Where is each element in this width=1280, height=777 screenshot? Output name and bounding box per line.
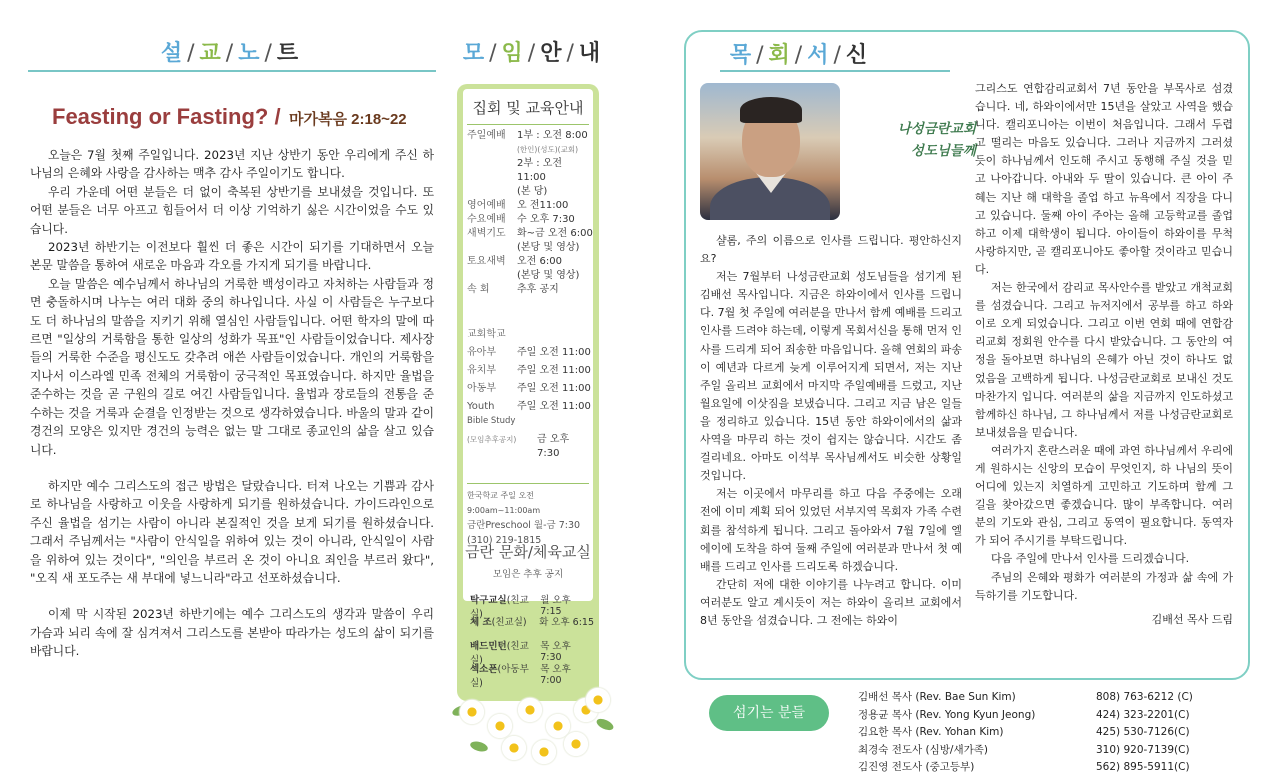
bible-study-row: (모임추후공지) 금 오후 7:30 xyxy=(467,434,570,459)
letter-paragraph: 간단히 저에 대한 이야기를 나누려고 합니다. 이미 여러분도 알고 계시듯이 저는 하와이 올리브 교회에서 8년 동안을 섬겼습니다. 그 전에는 하와이 xyxy=(700,577,962,627)
bible-study-label: Bible Study xyxy=(467,416,516,426)
class-row: 탁구교실(친교실) 월 오후 7:15 xyxy=(470,595,571,620)
sermon-paragraph: 우리 가운데 어떤 분들은 더 없이 축복된 상반기를 보내셨을 것입니다. 또 어떤 분들은 너무 아프고 힘들어서 더 이상 기억하기 싫은 시간이었을 수도 있습니다. xyxy=(30,184,434,236)
letter-paragraph: 여러가지 혼란스러운 때에 과연 하나님께서 우리에게 원하시는 신앙의 모습이 무엇인지, 하 나님의 뜻이 어디에 있는지 치열하게 고민하고 기도하며 함께 그 길을 찾아갔으면 좋겠습니다. 많이 부족합니다. 여러분의 기도와 관심, 그리고 동역이 필요합니다. 동역자가 되어 주시기를 부탁드립니다. xyxy=(975,443,1233,548)
letter-paragraph: 저는 이곳에서 마무리를 하고 다음 주중에는 오래 전에 이미 계획 되어 있었던 서부지역 목회자 가족 수련회를 참석하게 됩니다. 그리고 돌아와서 7월 7일에 엘에이에 도착을 하여 둘째 주일에 여러분과 만나서 첫 예배를 드리고 인사를 드리도록 하겠습니다. xyxy=(700,487,962,573)
sermon-heading-rule xyxy=(28,70,436,72)
letter-paragraph: 저는 한국에서 감리교 목사안수를 받았고 개척교회를 섬겼습니다. 그리고 뉴저지에서 공부를 하고 하와이로 오게 되었습니다. 그리고 이번 연회 때에 연합감리교회 정회원 안수를 다시 받았습니다. 그 동안의 여정을 돌아보면 하나님의 은혜가 아닌 것이 하나도 없었음을 고백하게 됩니다. 나성금란교회로 보내신 것도 마찬가지 입니다. 여러분의 삶을 지금까지 인도하셨고 함께하신 하나님, 그 하나님께서 저를 나성금란교회로 보내셨음을 믿습니다. xyxy=(975,281,1233,439)
church-school-heading: 교회학교 xyxy=(467,329,506,340)
letter-heading-rule xyxy=(720,70,950,72)
letter-paragraph: 샬롬, 주의 이름으로 인사를 드립니다. 평안하신지요? xyxy=(700,234,962,266)
preschool-info: 금란Preschool 월-금 7:30 xyxy=(467,520,581,531)
service-row: (본당 및 영상) xyxy=(517,242,580,253)
sermon-paragraph: 2023년 하반기는 이전보다 훨씬 더 좋은 시간이 되기를 기대하면서 오늘 본문 말씀을 통하여 새로운 마음과 각오를 가지게 되기를 바랍니다. xyxy=(30,240,434,273)
school-row: 아동부 주일 오전 11:00 xyxy=(467,383,591,394)
school-row: 유치부 주일 오전 11:00 xyxy=(467,365,591,376)
letter-paragraph: 저는 7월부터 나성금란교회 성도님들을 섬기게 된 김배선 목사입니다. 지금은 하와이에서 인사를 드립니다. 7월 첫 주일에 여러분을 만나서 함께 예배를 드리고 인사를 드려야 하는데, 이렇게 목회서신을 통해 먼저 인사를 드리게 되어 죄송한 마음입니다. 올해 연회의 파송이 예년과 다르게 늦게 이루어지게 되면서, 저는 지난 주일 올리브 교회에서 마지막 주일예배를 드렸고, 지난 월요일에 이삿짐을 보냈습니다. 그리고 지금 남은 일들을 정리하고 있습니다. 15년 동안 하와이에서의 삶과 사역을 마무리 하는 것이 쉽지는 않습니다. 시간도 좀 걸리네요. 아마도 이석부 목사님께서도 비슷한 상황일 것입니다. xyxy=(700,270,962,483)
sermon-body xyxy=(30,146,434,661)
sermon-paragraph: 하지만 예수 그리스도의 접근 방법은 달랐습니다. 터져 나오는 기쁨과 감사로 하나님을 사랑하고 이웃을 사랑하게 되기를 원하셨습니다. 가이드라인으로 주신 율법을 섬기는 사람이 아니라 본질적인 것을 보게 되기를 원하셨습니다. 그래서 주님께서는 "사람이 안식일을 위하여 있는 것이 아니라, 안식일이 사람을 위하여 있는 것이다", "의인을 부르러 온 것이 아니요 죄인을 부르러 왔다", "오직 새 포도주는 새 부대에 넣느니라"라고 선포하셨습니다. xyxy=(30,478,434,585)
service-row: 새벽기도 화~금 오전 6:00 xyxy=(467,228,593,239)
class-row: 배드민턴(친교실) 목 오후 7:30 xyxy=(470,641,571,666)
sermon-paragraph: 오늘은 7월 첫째 주일입니다. 2023년 지난 상반기 동안 우리에게 주신 하나님의 은혜와 사랑을 감사하는 맥추 감사 주일이기도 합니다. xyxy=(30,148,434,181)
sermon-title-english: Feasting or Fasting? / xyxy=(52,104,281,129)
sermon-title xyxy=(52,104,407,130)
culture-class-note: 모임은 추후 공지 xyxy=(492,569,564,580)
staff-list xyxy=(858,689,1238,777)
pastor-photo xyxy=(700,83,840,220)
sermon-paragraph: 이제 막 시작된 2023년 하반기에는 예수 그리스도의 생각과 말씀이 우리 가슴과 뇌리 속에 잘 심겨져서 그리스도를 본받아 따라가는 성도의 삶이 되기를 바랍니다. xyxy=(30,607,434,659)
divider xyxy=(467,483,589,484)
sermon-paragraph: 오늘 말씀은 예수님께서 하나님의 거룩한 백성이라고 자처하는 사람들과 정면 충돌하시며 나누는 여러 대화 중의 하나입니다. 사실 이 사람들은 누구보다도 더 하나님의 말씀을 지키기 위해 열심인 사람들입니다. 어떤 학자의 말에 따르면 "일상의 거룩함을 통한 일상의 성화가 목표"인 사람들이었습니다. 제사장들의 거룩한 수준을 평신도도 갖추려 애쓴 사람들이었습니다. 개인의 거룩함을 지나서 이스라엘 민족 전체의 거룩함이 궁극적인 목표였습니다. 하지만 율법을 준수하는 것을 곧 구원의 길로 여긴 사람들입니다. 율법과 장로들의 전통을 준수하는 것을 거룩과 순결을 인정받는 것으로 생각하였습니다. 바울의 말과 같이 경건의 모양은 있지만 경건의 능력은 없는 말 그대로 종교인의 삶을 살고 있습니다. xyxy=(30,276,434,457)
letter-paragraph: 다음 주일에 만나서 인사를 드리겠습니다. xyxy=(991,552,1190,566)
culture-class-heading: 금란 문화/체육교실 xyxy=(465,543,591,561)
service-row: 주일예배 1부 : 오전 8:00 xyxy=(467,130,588,141)
meeting-guide-card xyxy=(463,89,593,601)
staff-row: 최경숙 전도사 (심방/새가족) 310) 920-7139(C) xyxy=(858,743,1190,756)
letter-signature: 김배선 목사 드림 xyxy=(1151,612,1233,626)
school-row: Youth 주일 오전 11:00 xyxy=(467,401,591,412)
class-row: 섹소폰(아동부실) 목 오후 7:00 xyxy=(470,664,571,689)
letter-column-left xyxy=(700,232,962,630)
staff-row: 정용균 목사 (Rev. Yong Kyun Jeong) 424) 323-2201(C) xyxy=(858,708,1190,721)
school-row: 유아부 주일 오전 11:00 xyxy=(467,347,591,358)
preschool-phone: (310) 219-1815 xyxy=(467,535,542,546)
service-row: (한인)(성도)(교회) xyxy=(517,145,579,154)
letter-greeting: 나성금란교회 성도님들께 xyxy=(897,121,976,159)
service-row: 토요새벽 오전 6:00 xyxy=(467,256,562,267)
pastoral-letter-heading: 목 / 회 / 서 / 신 xyxy=(729,43,869,68)
service-row: (본당 및 영상) xyxy=(517,270,580,281)
korean-school-info: 한국학교 주일 오전 9:00am~11:00am xyxy=(467,491,541,515)
service-row: 영어예배 오 전11:00 xyxy=(467,200,569,211)
service-row: (본 당) xyxy=(517,186,548,197)
meeting-guide-heading: 모 / 임 / 안 / 내 xyxy=(462,41,602,66)
staff-badge: 섬기는 분들 xyxy=(709,695,829,731)
class-row: 체 조(친교실) 화 오후 6:15 xyxy=(470,617,594,628)
scripture-reference: 마가복음 2:18~22 xyxy=(289,111,407,128)
meeting-guide-title: 집회 및 교육안내 xyxy=(472,99,584,117)
letter-paragraph: 그리스도 연합감리교회서 7년 동안을 부목사로 섬겼습니다. 네, 하와이에서만 15년을 살았고 사역을 했습니다. 캘리포니아는 이번이 처음입니다. 그래서 두렵고 떨리는 마음도 있습니다. 그러나 지금까지 그러셨듯이 하나님께서 인도해 주시고 동행해 주실 것을 믿고 나아갑니다. 아내와 두 딸이 있습니다. 큰 아이 주혜는 지난 해 대학을 졸업 하고 뉴욕에서 직장을 다니고 있습니다. 둘째 아이 주아는 올해 고등학교를 졸업하고 이제 대학생이 됩니다. 아이들이 하와이를 무척 사랑하지만, 곧 캘리포니아도 좋아할 것이라고 믿습니다. xyxy=(975,82,1233,276)
service-row: 속 회 추후 공지 xyxy=(467,284,559,295)
divider xyxy=(467,124,589,125)
service-row: 2부 : 오전 11:00 xyxy=(517,158,563,183)
letter-paragraph: 주님의 은혜와 평화가 여러분의 가정과 삶 속에 가득하기를 기도합니다. xyxy=(975,570,1233,602)
sermon-note-heading: 설 / 교 / 노 / 트 xyxy=(160,41,300,66)
staff-row: 김요한 목사 (Rev. Yohan Kim) 425) 530-7126(C) xyxy=(858,726,1190,738)
service-row: 수요예배 수 오후 7:30 xyxy=(467,214,575,225)
letter-column-right xyxy=(975,80,1233,629)
staff-row: 김배선 목사 (Rev. Bae Sun Kim) 808) 763-6212 (C) xyxy=(858,691,1193,703)
staff-row: 김진영 전도사 (중고등부) 562) 895-5911(C) xyxy=(858,761,1190,773)
